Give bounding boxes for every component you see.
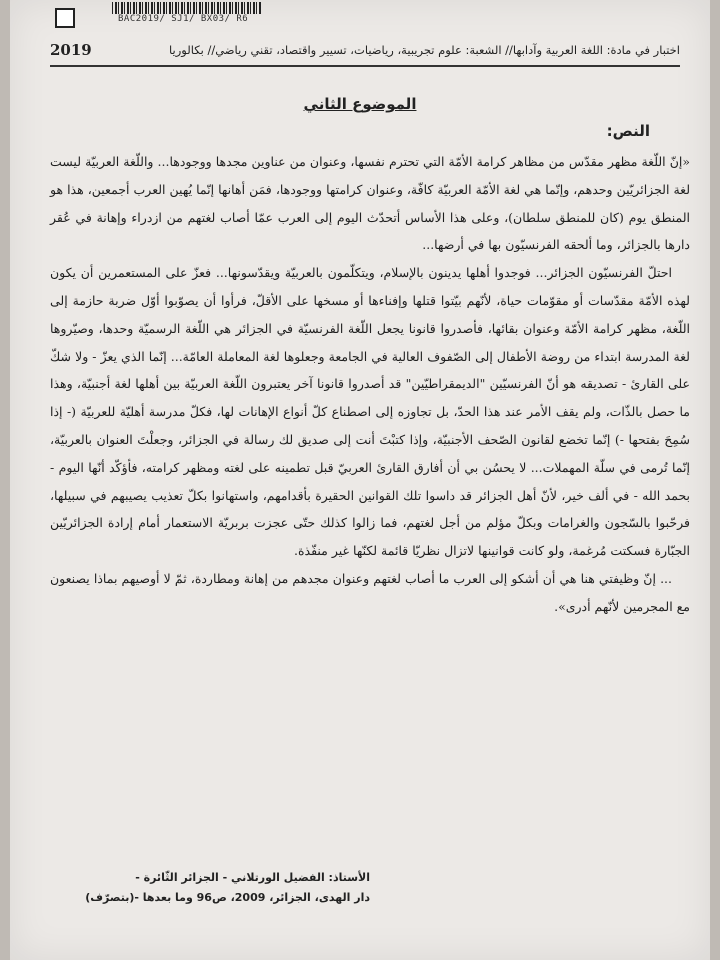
exam-year: 2019 — [50, 41, 92, 59]
barcode-icon — [112, 2, 262, 14]
checkbox-square — [55, 8, 75, 28]
source-citation — [50, 868, 370, 908]
text-label: النص: — [606, 122, 650, 140]
source-publisher: دار الهدى، الجزائر، 2009، ص96 وما بعدها -(بتصرّف) — [85, 891, 370, 904]
passage-text — [50, 148, 690, 621]
topic-title: الموضوع الثاني — [303, 95, 417, 113]
passage-paragraph-2: احتلّ الفرنسيّون الجزائر... فوجدوا أهلها يدينون بالإسلام، ويتكلّمون بالعربيّة ويقدّسونها... فعزّ على المستعمرين أن يكون لهذه الأمّة مقدّسات أو مقوّمات حياة، لأنّهم بيّتوا قتلها وإفناءها أو مسخها على الأقلّ، فرأوا أن يصوّبوا أوّل ضربة حازمة إلى اللّغة، مظهر كرامة الأمّة وعنوان بقائها، فأصدروا قانونا يجعل اللّغة الفرنسيّة في الجزائر هي اللّغة الرسميّة وحدها، وصيّروها لغة المدرسة ابتداء من روضة الأطفال إلى الصّفوف العالية في الجامعة وجعلوها لغة المعاملة العامّة... إنّما الذي يعزّ - ولا شكّ على القارئ - تصديقه هو أنّ الفرنسيّين "الديمقراطيّين" قد أصدروا قانونا آخر يعتبرون اللّغة العربيّة بين أهلها لغة أجنبيّة، وهذا ما حصل بالذّات، ولم يقف الأمر عند هذا الحدّ، بل تجاوزه إلى اصطناع كلّ أنواع الإهانات لها، فكلّ مدرسة أهليّة للعربيّة (- إذا سُمِحَ بفتحها -) إنّما تخضع لقانون الصّحف الأجنبيّة، وإذا كتبْتَ أنت إلى صديق لك رسالة في الجزائر، وجعلْتَ العنوان بالعربيّة، إنّما تُرمى في سلّة المهملات... لا يحسُن بي أن أفارق القارئ العربيّ قبل تطمينه على لغته ومظهر كرامته، فأؤكّد أنّها اليوم - بحمد الله - في ألف خير، لأنّ أهل الجزائر قد داسوا تلك القوانين الحقيرة بأقدامهم، واستهانوا بكلّ تعذيب يصيبهم في سبيلها، فرحّبوا بالسّجون والغرامات وبكلّ مؤلم من أجل لغتهم، فما زالوا كذلك حتّى عجزت بربريّة الاستعمار أمام إرادة الجزائريّين الجبّارة فسكتت مُرغمة، ولو كانت قوانينها لاتزال نظريّا قائمة لكنّها غير منفّذة. — [50, 265, 690, 559]
passage-paragraph-1: «إنّ اللّغة مظهر مقدّس من مظاهر كرامة الأمّة التي تحترم نفسها، وعنوان من عناوين مجدها ووجودها... واللّغة العربيّة ليست لغة الجزائريّين وحدهم، وإنّما هي لغة الأمّة العربيّة كافّة، وعنوان كرامتها ووجودها، فمَن أهانها إنّما يُهين العرب أجمعين، هذا هو المنطق يوم (كان للمنطق سلطان)، وعلى هذا الأساس أتحدّث اليوم إلى العرب عمّا أصاب لغتهم من ازدراء وإهانة في عُقر دارها بالجزائر، وما ألحقه الفرنسيّون بها في أرضها... — [50, 154, 690, 253]
passage-paragraph-3: ... إنّ وظيفتي هنا هي أن أشكو إلى العرب ما أصاب لغتهم وعنوان مجدهم من إهانة ومطاردة، ثمّ لا أوصيهم بماذا يصنعون مع المجرمين لأنّهم أدرى». — [50, 570, 690, 614]
source-author: الأستاذ: الفضيل الورتلاني - الجزائر الثّائرة - — [135, 871, 370, 884]
exam-sheet — [10, 0, 710, 960]
exam-code: BAC2019/ SJ1/ BX03/ R6 — [118, 14, 249, 24]
exam-header — [50, 35, 680, 67]
exam-subject-line: اختبار في مادة: اللغة العربية وآدابها// الشعبة: علوم تجريبية، رياضيات، تسيير واقتصاد، تقني رياضي// بكالوريا — [169, 43, 680, 57]
